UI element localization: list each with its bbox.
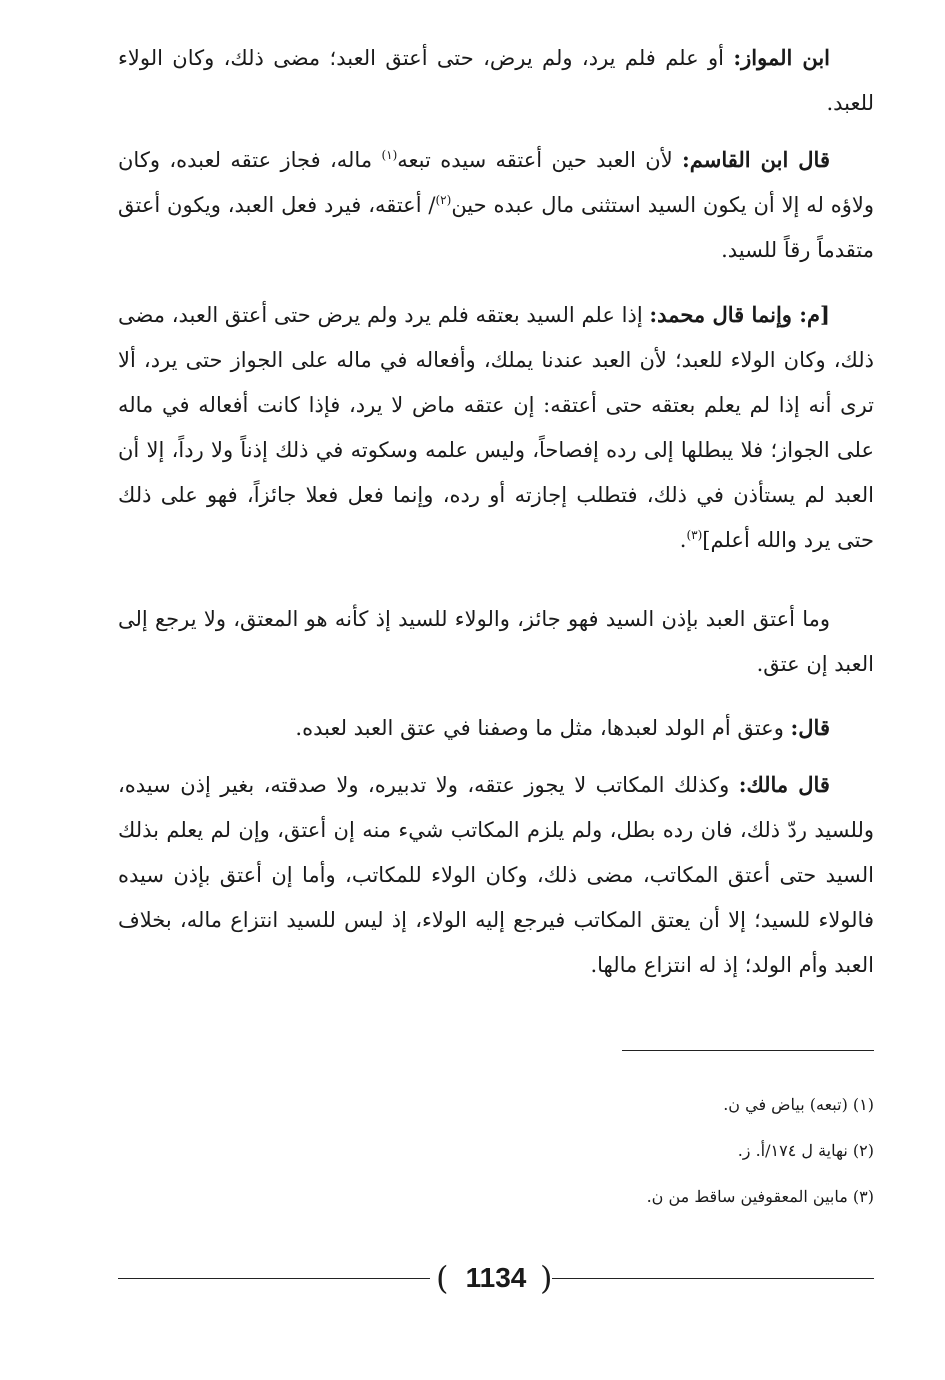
paragraph-5 [118,705,874,751]
paragraph-1 [118,35,874,126]
paragraph-text: لأن العبد حين أعتقه سيده تبعه [397,148,683,172]
footnote-ref-3: (٣) [686,528,703,542]
paragraph-4 [118,597,874,687]
paragraph-text: أو علم فلم يرد، ولم يرض، حتى أعتق العبد؛ مضى ذلك، وكان الولاء للعبد. [118,46,874,115]
page-number: 1134 [465,1262,527,1293]
footnote-ref-1: (١) [381,148,398,162]
footnote-3: (٣) مابين المعقوفين ساقط من ن. [646,1187,874,1206]
footer-rule-left [118,1278,430,1279]
footnote-2: (٢) نهاية ل ١٧٤/أ. ز. [737,1141,874,1160]
paragraph-text: وكذلك المكاتب لا يجوز عتقه، ولا تدبيره، ولا صدقته، بغير إذن سيده، وللسيد ردّ ذلك، فان رده بطل، ولم يلزم المكاتب شيء منه إن أعتق، وإن لم يعلم بذلك السيد حتى أعتق المكاتب، مضى ذلك، وكان الولاء للمكاتب، وأما إن أعتق بإذن سيده فالولاء للسيد؛ إلا أن يعتق المكاتب فيرجع إليه الولاء، إذ ليس للسيد انتزاع ماله، بخلاف العبد وأم الولد؛ إذ له انتزاع مالها. [118,773,874,977]
paragraph-text: إذا علم السيد بعتقه فلم يرد ولم يرض حتى أعتق العبد، مضى ذلك، وكان الولاء للعبد؛ لأن العبد عندنا يملك، وأفعاله في ماله على الجواز حتى يرد، ألا ترى أنه إذا لم يعلم بعتقه حتى أعتقه: إن عتقه ماض لا يرد، فإذا كانت أفعاله في ماله على الجواز؛ فلا يبطلها إلى رده إفصاحاً، وليس علمه وسكوته في ذلك إذناً ولا رداً، إلا أن العبد لم يستأذن في ذلك، فتطلب إجازته أو رده، وإنما فعل فعلا جائزاً، فهو على ذلك حتى يرد والله أعلم] [118,303,874,552]
footnote-ref-2: (٢) [435,193,452,207]
page-footer [118,1258,874,1298]
paragraph-lead: قال ابن القاسم: [682,147,830,172]
paragraph-text: وعتق أم الولد لعبدها، مثل ما وصفنا في عتق العبد لعبده. [295,716,791,740]
paragraph-2 [118,137,874,273]
paragraph-text: وما أعتق العبد بإذن السيد فهو جائز، والولاء للسيد إذ كأنه هو المعتق، ولا يرجع إلى العبد إن عتق. [118,607,874,676]
paragraph-text: ماله، فجاز عتقه لعبده، وكان ولاؤه له إلا أن يكون السيد استثنى مال عبده حين [118,148,874,217]
page-number-bracket-right: ) [540,1259,553,1297]
footnote-1: (١) (تبعه) بياض في ن. [723,1095,874,1114]
paragraph-lead: قال: [790,715,830,740]
paragraph-3 [118,292,874,563]
footnotes [400,1082,874,1220]
footer-rule-right [552,1278,874,1279]
paragraph-lead: [م: وإنما قال محمد: [649,302,830,327]
paragraph-text: . [679,528,687,552]
paragraph-lead: ابن المواز: [733,45,830,70]
footnote-separator [622,1050,874,1051]
paragraph-text: / أعتقه، فيرد فعل العبد، ويكون أعتق متقدماً رقاً للسيد. [118,193,874,262]
paragraph-lead: قال مالك: [738,772,830,797]
page-number-bracket-left: ( [436,1259,449,1297]
paragraph-6 [118,762,874,988]
